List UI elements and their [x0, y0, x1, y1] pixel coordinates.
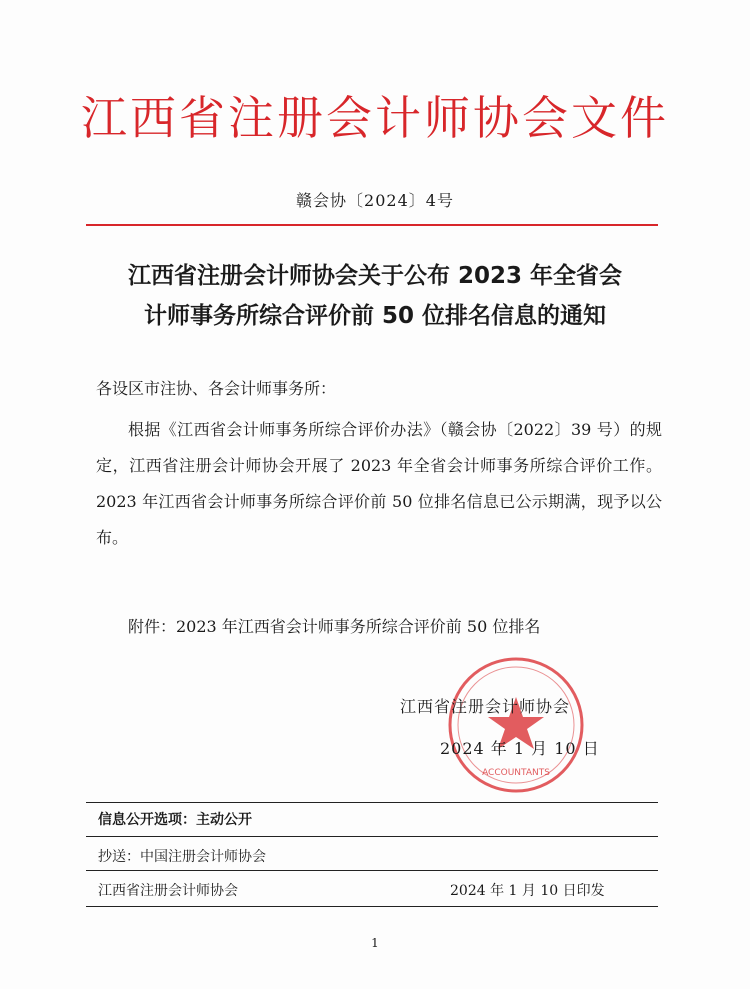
- document-number: 赣会协〔2024〕4号: [296, 191, 454, 210]
- issuer: 江西省注册会计师协会: [98, 883, 238, 899]
- red-divider: [86, 224, 658, 226]
- org-file-title: 江西省注册会计师协会文件: [81, 91, 669, 145]
- salutation: 各设区市注协、各会计师事务所：: [96, 379, 337, 398]
- footer-divider: [86, 870, 658, 871]
- signature-organization: 江西省注册会计师协会: [400, 697, 571, 716]
- official-seal-icon: [446, 655, 586, 795]
- disclosure-option: 信息公开选项：主动公开: [98, 812, 252, 828]
- notice-title-line2: 计师事务所综合评价前 50 位排名信息的通知: [143, 303, 607, 329]
- notice-body: 根据《江西省会计师事务所综合评价办法》（赣会协〔2022〕39 号）的规定，江西省注册会计师协会开展了 2023 年全省会计师事务所综合评价工作。2023 年江西省会计师事务所综合评价前 50 位排名信息已公示期满，现予以公布。: [96, 420, 662, 547]
- seal-inner-text: ACCOUNTANTS: [482, 768, 550, 778]
- cc-line: 抄送：中国注册会计师协会: [98, 849, 266, 865]
- footer-divider-top: [86, 802, 658, 803]
- notice-title: [0, 256, 750, 336]
- footer-divider-bottom: [86, 906, 658, 907]
- notice-title-line1: 江西省注册会计师协会关于公布 2023 年全省会: [127, 263, 623, 289]
- attachment-line: 附件：2023 年江西省会计师事务所综合评价前 50 位排名: [128, 617, 541, 636]
- page-number: 1: [371, 936, 379, 950]
- footer-divider: [86, 836, 658, 837]
- issue-date: 2024 年 1 月 10 日印发: [450, 883, 605, 899]
- signature-date: 2024 年 1 月 10 日: [440, 739, 600, 758]
